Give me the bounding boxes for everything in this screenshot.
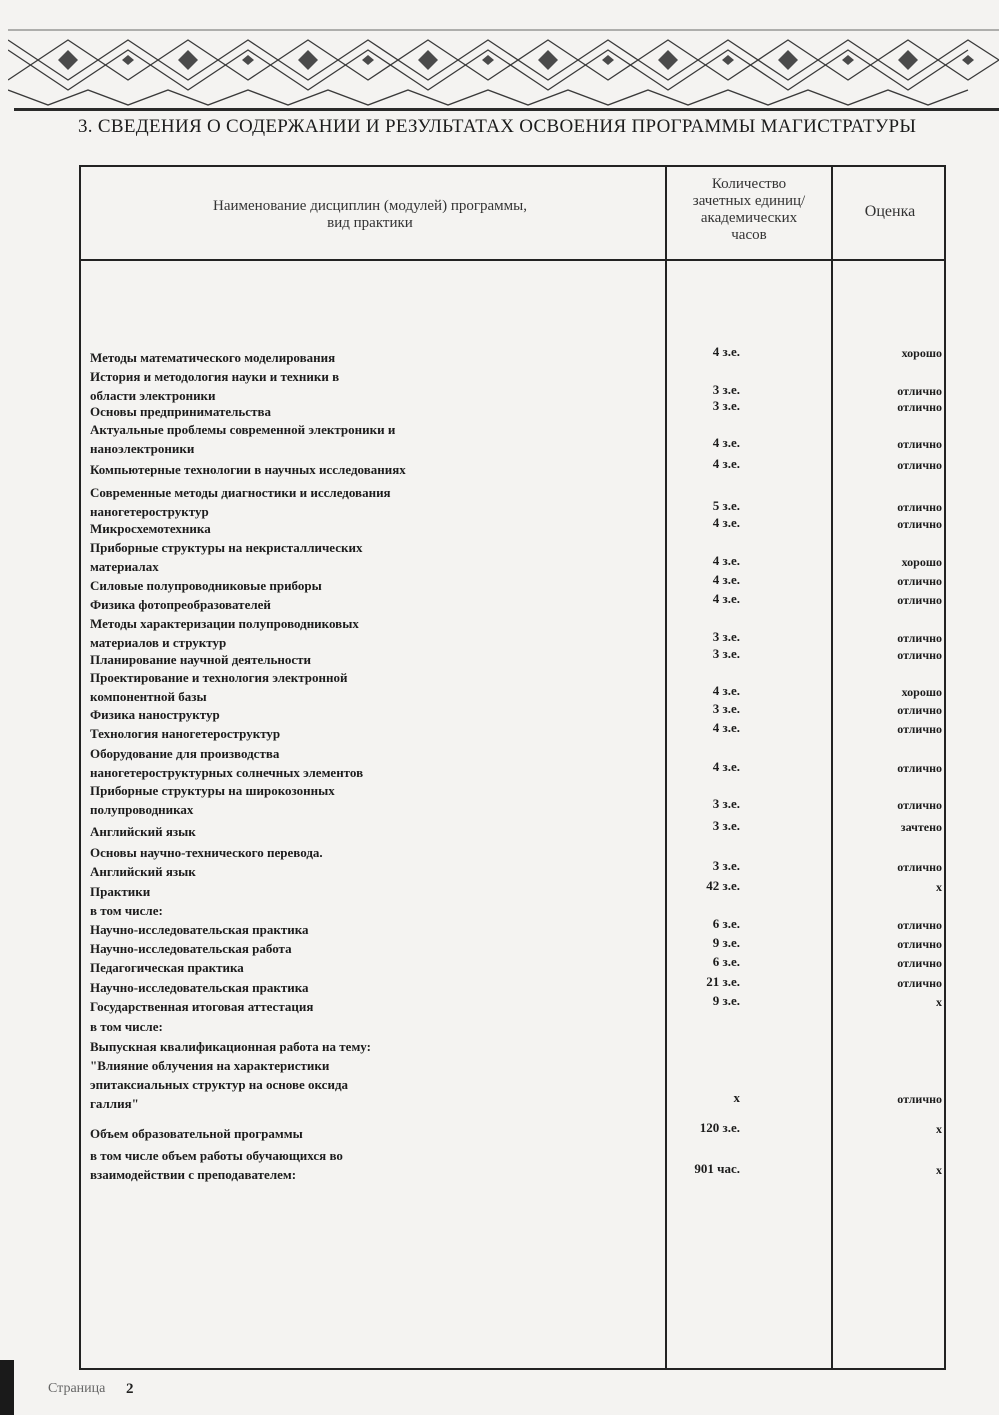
grade-value: отлично — [897, 1092, 942, 1106]
grade-value: отлично — [897, 976, 942, 990]
grade-value: отлично — [897, 593, 942, 607]
grade-value: хорошо — [901, 346, 942, 360]
discipline-name: Приборные структуры на некристаллических — [90, 540, 363, 555]
discipline-name: Физика фотопреобразователей — [90, 597, 271, 612]
discipline-name: в том числе: — [90, 903, 163, 918]
credits-value: 4 з.е. — [712, 591, 740, 606]
credits-value: 4 з.е. — [712, 435, 740, 450]
credits-value: 3 з.е. — [712, 818, 740, 833]
grade-value: отлично — [897, 703, 942, 717]
binding-edge — [0, 1360, 14, 1415]
grade-value: x — [936, 1122, 942, 1136]
table-header-divider — [79, 259, 946, 261]
grade-value: отлично — [897, 384, 942, 398]
discipline-name: Выпускная квалификационная работа на тему: — [90, 1039, 371, 1054]
page-label: Страница — [48, 1381, 106, 1396]
credits-value: 3 з.е. — [712, 382, 740, 397]
discipline-name: Микросхемотехника — [90, 521, 211, 536]
page-number: 2 — [126, 1381, 134, 1397]
section-title: 3. СВЕДЕНИЯ О СОДЕРЖАНИИ И РЕЗУЛЬТАТАХ ОСВОЕНИЯ ПРОГРАММЫ МАГИСТРАТУРЫ — [78, 116, 917, 137]
credits-value: x — [733, 1090, 740, 1105]
grade-value: отлично — [897, 574, 942, 588]
credits-value: 4 з.е. — [712, 515, 740, 530]
credits-value: 4 з.е. — [712, 720, 740, 735]
header-grade: Оценка — [864, 203, 916, 220]
discipline-name: Объем образовательной программы — [90, 1126, 303, 1141]
grade-value: x — [936, 1163, 942, 1177]
grade-value: отлично — [897, 722, 942, 736]
discipline-name: Основы научно-технического перевода. — [90, 845, 323, 860]
credits-value: 21 з.е. — [706, 974, 740, 989]
discipline-name: материалов и структур — [90, 635, 227, 650]
discipline-name: области электроники — [90, 388, 216, 403]
discipline-name: Приборные структуры на широкозонных — [90, 783, 335, 798]
discipline-name: Компьютерные технологии в научных исследованиях — [90, 462, 406, 477]
grade-value: x — [936, 880, 942, 894]
grade-value: отлично — [897, 437, 942, 451]
grade-value: отлично — [897, 798, 942, 812]
grade-value: отлично — [897, 918, 942, 932]
discipline-name: Практики — [90, 884, 151, 899]
discipline-name: Государственная итоговая аттестация — [90, 999, 314, 1014]
discipline-name: Технология наногетероструктур — [90, 726, 281, 741]
discipline-name: компонентной базы — [90, 689, 207, 704]
discipline-name: История и методология науки и техники в — [90, 369, 340, 384]
grade-value: отлично — [897, 761, 942, 775]
grade-value: отлично — [897, 631, 942, 645]
grade-value: отлично — [897, 937, 942, 951]
credits-value: 5 з.е. — [712, 498, 740, 513]
discipline-name: Научно-исследовательская практика — [90, 980, 309, 995]
discipline-name: материалах — [90, 559, 159, 574]
credits-value: 42 з.е. — [706, 878, 740, 893]
header-discipline-name: Наименование дисциплин (модулей) программы, вид практики — [213, 198, 527, 231]
discipline-name: эпитаксиальных структур на основе оксида — [90, 1077, 349, 1092]
discipline-name: в том числе: — [90, 1019, 163, 1034]
credits-value: 3 з.е. — [712, 796, 740, 811]
credits-value: 4 з.е. — [712, 344, 740, 359]
discipline-name: "Влияние облучения на характеристики — [90, 1058, 330, 1073]
grade-value: отлично — [897, 517, 942, 531]
credits-value: 120 з.е. — [699, 1120, 740, 1135]
discipline-name: Педагогическая практика — [90, 960, 244, 975]
grade-value: отлично — [897, 500, 942, 514]
credits-value: 6 з.е. — [712, 916, 740, 931]
discipline-name: наногетероструктур — [90, 504, 209, 519]
grade-value: отлично — [897, 400, 942, 414]
credits-value: 9 з.е. — [712, 935, 740, 950]
discipline-name: Планирование научной деятельности — [90, 652, 312, 667]
discipline-name: Методы математического моделирования — [90, 350, 336, 365]
credits-value: 901 час. — [694, 1161, 740, 1176]
discipline-name: Силовые полупроводниковые приборы — [90, 578, 322, 593]
discipline-name: полупроводниках — [90, 802, 194, 817]
grade-value: отлично — [897, 648, 942, 662]
credits-value: 3 з.е. — [712, 701, 740, 716]
credits-value: 4 з.е. — [712, 456, 740, 471]
grade-value: отлично — [897, 860, 942, 874]
credits-value: 9 з.е. — [712, 993, 740, 1008]
credits-value: 4 з.е. — [712, 683, 740, 698]
credits-value: 4 з.е. — [712, 759, 740, 774]
ornament-divider — [14, 108, 999, 111]
discipline-name: Актуальные проблемы современной электроники и — [90, 422, 396, 437]
credits-value: 4 з.е. — [712, 553, 740, 568]
discipline-name: Оборудование для производства — [90, 746, 280, 761]
discipline-name: Современные методы диагностики и исследования — [90, 485, 391, 500]
decorative-ornament — [8, 20, 999, 112]
credits-value: 3 з.е. — [712, 646, 740, 661]
grade-value: хорошо — [901, 685, 942, 699]
grade-value: x — [936, 995, 942, 1009]
header-credits: Количество зачетных единиц/ академических часов — [692, 176, 806, 243]
grade-value: хорошо — [901, 555, 942, 569]
discipline-name: Основы предпринимательства — [90, 404, 271, 419]
discipline-name: Научно-исследовательская практика — [90, 922, 309, 937]
credits-value: 3 з.е. — [712, 398, 740, 413]
discipline-name: галлия" — [90, 1096, 139, 1111]
discipline-name: Проектирование и технология электронной — [90, 670, 348, 685]
discipline-name: Методы характеризации полупроводниковых — [90, 616, 359, 631]
discipline-name: Научно-исследовательская работа — [90, 941, 292, 956]
discipline-name: Английский язык — [90, 824, 196, 839]
discipline-name: в том числе объем работы обучающихся во — [90, 1148, 343, 1163]
credits-value: 3 з.е. — [712, 629, 740, 644]
discipline-name: взаимодействии с преподавателем: — [90, 1167, 297, 1182]
credits-value: 3 з.е. — [712, 858, 740, 873]
credits-value: 4 з.е. — [712, 572, 740, 587]
credits-value: 6 з.е. — [712, 954, 740, 969]
grade-value: отлично — [897, 956, 942, 970]
discipline-name: Английский язык — [90, 864, 196, 879]
grade-value: зачтено — [900, 820, 942, 834]
discipline-name: наноэлектроники — [90, 441, 195, 456]
discipline-name: Физика наноструктур — [90, 707, 220, 722]
discipline-name: наногетероструктурных солнечных элементов — [90, 765, 364, 780]
grade-value: отлично — [897, 458, 942, 472]
